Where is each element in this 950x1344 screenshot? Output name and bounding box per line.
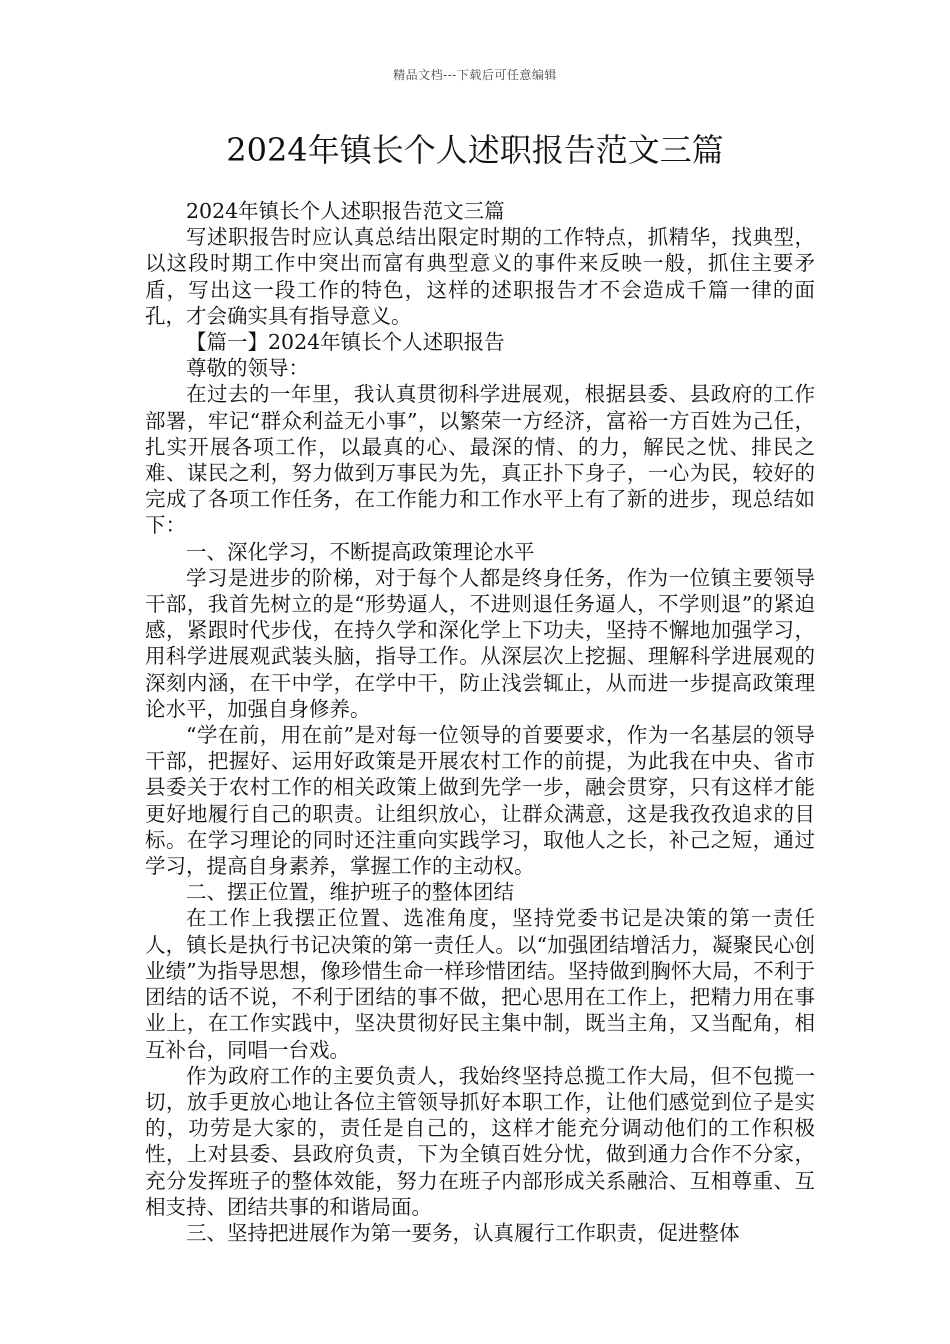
page-header: 精品文档---下载后可任意编辑 <box>393 68 557 82</box>
body-paragraph: 作为政府工作的主要负责人，我始终坚持总揽工作大局，但不包揽一切，放手更放心地让各位主管领导抓好本职工作，让他们感觉到位子是实的，功劳是大家的，责任是自己的，这样才能充分调动他们的工作积极性，上对县委、县政府负责，下为全镇百姓分忧，做到通力合作不分家，充分发挥班子的整体效能，努力在班子内部形成关系融洽、互相尊重、互相支持、团结共事的和谐局面。 <box>145 1063 815 1219</box>
intro-paragraph: 写述职报告时应认真总结出限定时期的工作特点，抓精华，找典型，以这段时期工作中突出而富有典型意义的事件来反映一般，抓住主要矛盾，写出这一段工作的特色，这样的述职报告才不会造成千篇一律的面孔，才会确实具有指导意义。 <box>145 225 815 328</box>
section-heading-2: 二、摆正位置，维护班子的整体团结 <box>186 880 514 905</box>
body-paragraph: “学在前，用在前”是对每一位领导的首要要求，作为一名基层的领导干部，把握好、运用好政策是开展农村工作的前提，为此我在中央、省市县委关于农村工作的相关政策上做到先学一步，融会贯穿，只有这样才能更好地履行自己的职责。让组织放心，让群众满意，这是我孜孜追求的目标。在学习理论的同时还注重向实践学习，取他人之长，补己之短，通过学习，提高自身素养，掌握工作的主动权。 <box>145 723 815 879</box>
section-heading-1: 一、深化学习，不断提高政策理论水平 <box>186 539 535 564</box>
document-body <box>145 198 815 1246</box>
body-paragraph: 在过去的一年里，我认真贯彻科学进展观，根据县委、县政府的工作部署，牢记“群众利益无小事”，以繁荣一方经济，富裕一方百姓为己任，扎实开展各项工作，以最真的心、最深的情、的力，解民之忧、排民之难、谋民之利，努力做到万事民为先，真正扑下身子，一心为民，较好的完成了各项工作任务，在工作能力和工作水平上有了新的进步，现总结如下： <box>145 382 815 538</box>
section-heading-part-one: 【篇一】2024年镇长个人述职报告 <box>186 330 505 355</box>
document-title: 2024年镇长个人述职报告范文三篇 <box>226 131 724 169</box>
body-paragraph: 学习是进步的阶梯，对于每个人都是终身任务，作为一位镇主要领导干部，我首先树立的是“形势逼人，不进则退任务逼人，不学则退”的紧迫感，紧跟时代步伐，在持久学和深化学上下功夫，坚持不懈地加强学习，用科学进展观武装头脑，指导工作。从深层次上挖掘、理解科学进展观的深刻内涵，在干中学，在学中干，防止浅尝辄止，从而进一步提高政策理论水平，加强自身修养。 <box>145 565 815 721</box>
subtitle-paragraph: 2024年镇长个人述职报告范文三篇 <box>186 199 505 223</box>
salutation: 尊敬的领导： <box>186 356 309 381</box>
section-heading-3: 三、坚持把进展作为第一要务，认真履行工作职责，促进整体 <box>186 1220 740 1245</box>
body-paragraph: 在工作上我摆正位置、选准角度，坚持党委书记是决策的第一责任人，镇长是执行书记决策的第一责任人。以“加强团结增活力，凝聚民心创业绩”为指导思想，像珍惜生命一样珍惜团结。坚持做到胸怀大局，不利于团结的话不说，不利于团结的事不做，把心思用在工作上，把精力用在事业上，在工作实践中，坚决贯彻好民主集中制，既当主角，又当配角，相互补台，同唱一台戏。 <box>145 906 815 1062</box>
